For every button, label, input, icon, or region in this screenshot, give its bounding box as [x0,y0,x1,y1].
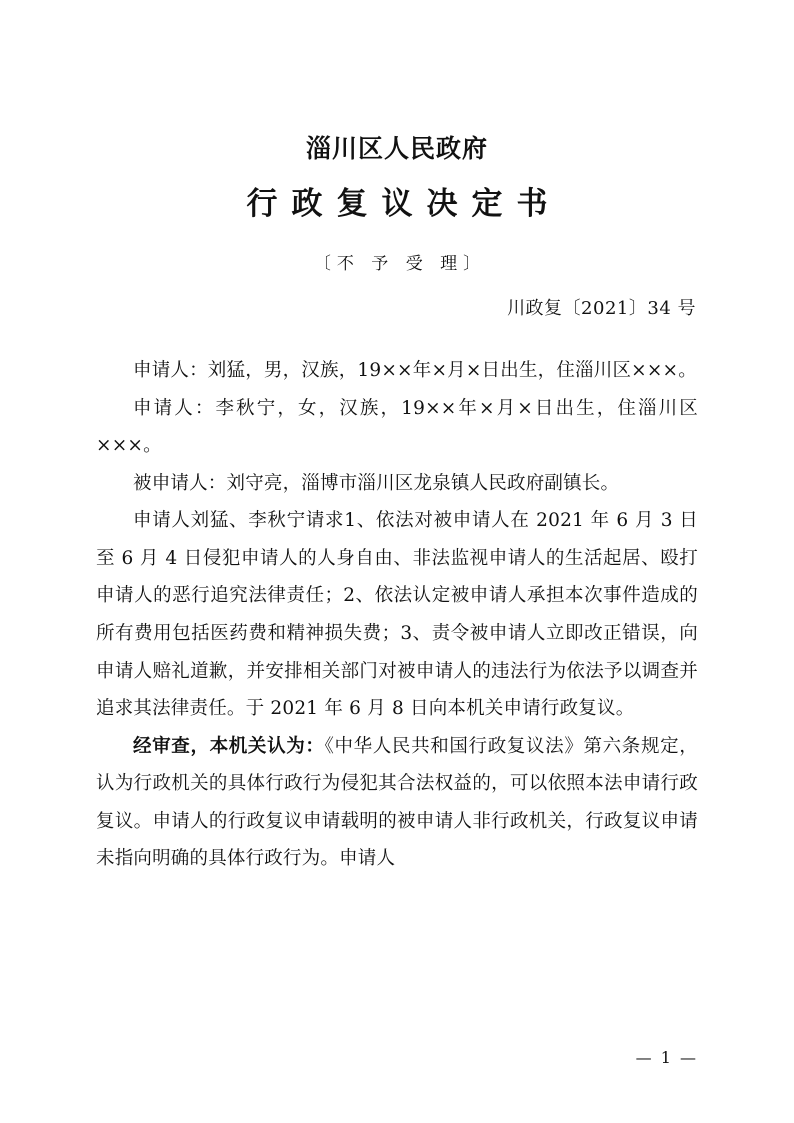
paragraph-request: 申请人刘猛、李秋宁请求1、依法对被申请人在 2021 年 6 月 3 日至 6 月 4 日侵犯申请人的人身自由、非法监视申请人的生活起居、殴打申请人的恶行追究法律责任；2、依法认定被申请人承担本次事件造成的所有费用包括医药费和精神损失费；3、责令被申请人立即改正错误，向申请人赔礼道歉，并安排相关部门对被申请人的违法行为依法予以调查并追求其法律责任。于 2021 年 6 月 8 日向本机关申请行政复议。 [96,510,698,720]
review-finding-text: 《中华人民共和国行政复议法》第六条规定，认为行政机关的具体行政行为侵犯其合法权益的，可以依照本法申请行政复议。申请人的行政复议申请载明的被申请人非行政机关，行政复议申请未指向明确的具体行政行为。申请人 [96,735,698,870]
paragraph-respondent: 被申请人：刘守亮，淄博市淄川区龙泉镇人民政府副镇长。 [133,472,620,494]
paragraph-review-finding [96,728,698,878]
paragraph-applicant-1: 申请人：刘猛，男，汉族，19××年×月×日出生，住淄川区×××。 [133,360,697,382]
page-number-footer: — 1 — [635,1048,698,1067]
page-title-main: 行政复议决定书 [246,186,562,222]
paragraph-applicant-2: 申请人：李秋宁，女，汉族，19××年×月×日出生，住淄川区×××。 [96,397,698,457]
document-body [96,352,698,878]
page-subtitle: 〔不 予 受 理〕 [313,254,487,275]
document-number: 川政复〔2021〕34 号 [507,298,696,320]
review-finding-prefix: 经审查，本机关认为： [133,735,325,757]
page-title-organization: 淄川区人民政府 [305,134,488,163]
